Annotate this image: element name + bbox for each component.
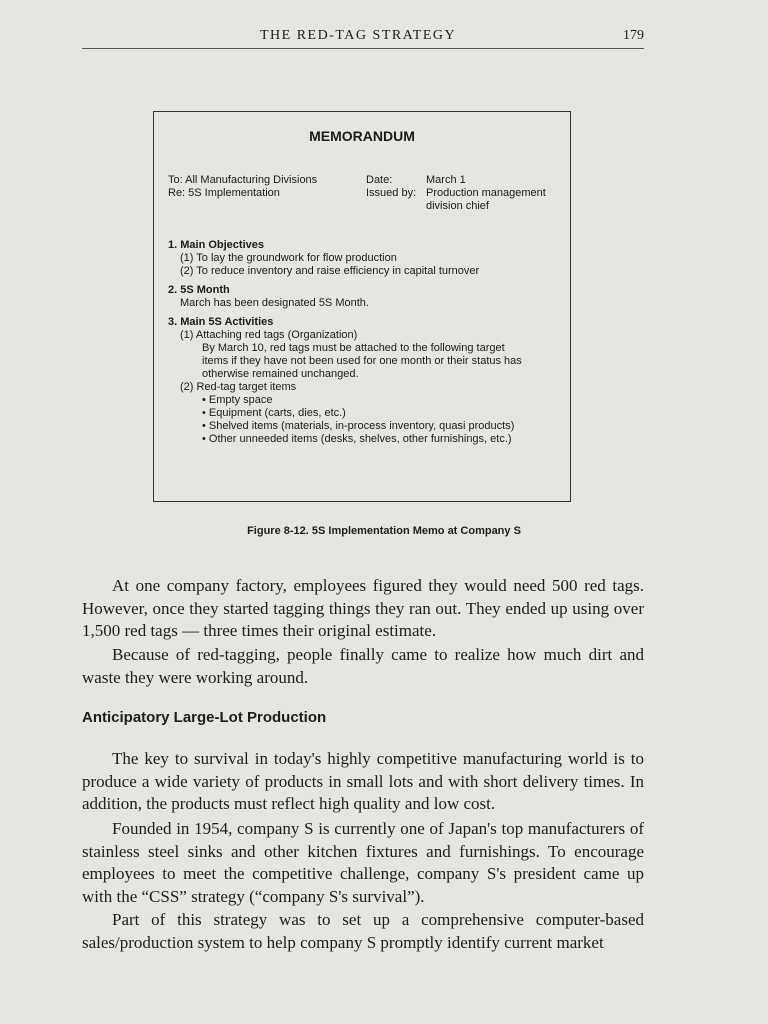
memo-item: (1) Attaching red tags (Organization) <box>180 329 358 341</box>
memo-to: To: All Manufacturing Divisions <box>168 174 318 186</box>
memo-section-objectives <box>168 239 558 278</box>
memo-issued-value-cont: division chief <box>426 200 489 212</box>
memo-line: items if they have not been used for one month or their status has <box>202 355 522 367</box>
memo-line: (2) To reduce inventory and raise efficiency in capital turnover <box>180 265 480 277</box>
memo-line: By March 10, red tags must be attached to the following target <box>202 342 505 354</box>
memo-section-heading: 3. Main 5S Activities <box>168 316 274 328</box>
memo-title: MEMORANDUM <box>309 128 415 144</box>
memo-line: otherwise remained unchanged. <box>202 368 359 380</box>
memo-section-heading: 1. Main Objectives <box>168 239 264 251</box>
memo-issued-row <box>366 187 546 200</box>
body-paragraph: At one company factory, employees figured they would need 500 red tags. However, once they started tagging things they ran out. They ended up using over 1,500 red tags — three times their original estimate. <box>82 576 644 640</box>
memo-bullet: • Empty space <box>202 394 273 406</box>
memo-re: Re: 5S Implementation <box>168 187 280 199</box>
memo-date-row <box>366 174 546 187</box>
memo-date-value: March 1 <box>426 174 466 186</box>
page-number: 179 <box>623 28 644 43</box>
memo-item: (2) Red-tag target items <box>180 381 297 393</box>
memo-section-activities <box>168 316 558 446</box>
body-paragraph: The key to survival in today's highly competitive manufacturing world is to produce a wide variety of products in small lots and with short delivery times. In addition, the products must reflect high quality and low cost. <box>82 749 644 813</box>
memo-section-heading: 2. 5S Month <box>168 284 230 296</box>
memo-bullet: • Shelved items (materials, in-process inventory, quasi products) <box>202 420 515 432</box>
memo-figure <box>153 111 571 502</box>
memo-bullet: • Equipment (carts, dies, etc.) <box>202 407 346 419</box>
memo-date-label: Date: <box>366 174 393 186</box>
body-paragraph: Part of this strategy was to set up a comprehensive computer-based sales/production system to help company S promptly identify current market <box>82 910 644 952</box>
memo-meta <box>366 174 546 213</box>
section-heading: Anticipatory Large-Lot Production <box>82 709 327 726</box>
figure-caption: Figure 8-12. 5S Implementation Memo at Company S <box>247 525 521 537</box>
body-paragraph: Because of red-tagging, people finally came to realize how much dirt and waste they were working around. <box>82 645 644 687</box>
memo-line: (1) To lay the groundwork for flow production <box>180 252 397 264</box>
memo-bullet: • Other unneeded items (desks, shelves, other furnishings, etc.) <box>202 433 512 445</box>
memo-line: March has been designated 5S Month. <box>180 297 369 309</box>
body-paragraph: Founded in 1954, company S is currently one of Japan's top manufacturers of stainless steel sinks and other kitchen fixtures and furnishings. To encourage employees to meet the competitive challenge, company S's president came up with the “CSS” strategy (“company S's survival”). <box>82 819 644 906</box>
memo-section-5s-month <box>168 284 558 310</box>
running-title: THE RED-TAG STRATEGY <box>260 28 457 43</box>
memo-issued-value: Production management <box>426 187 546 199</box>
memo-sections <box>168 239 558 452</box>
memo-issued-label: Issued by: <box>366 187 417 199</box>
memo-recipients <box>168 174 317 200</box>
running-head <box>82 28 644 49</box>
